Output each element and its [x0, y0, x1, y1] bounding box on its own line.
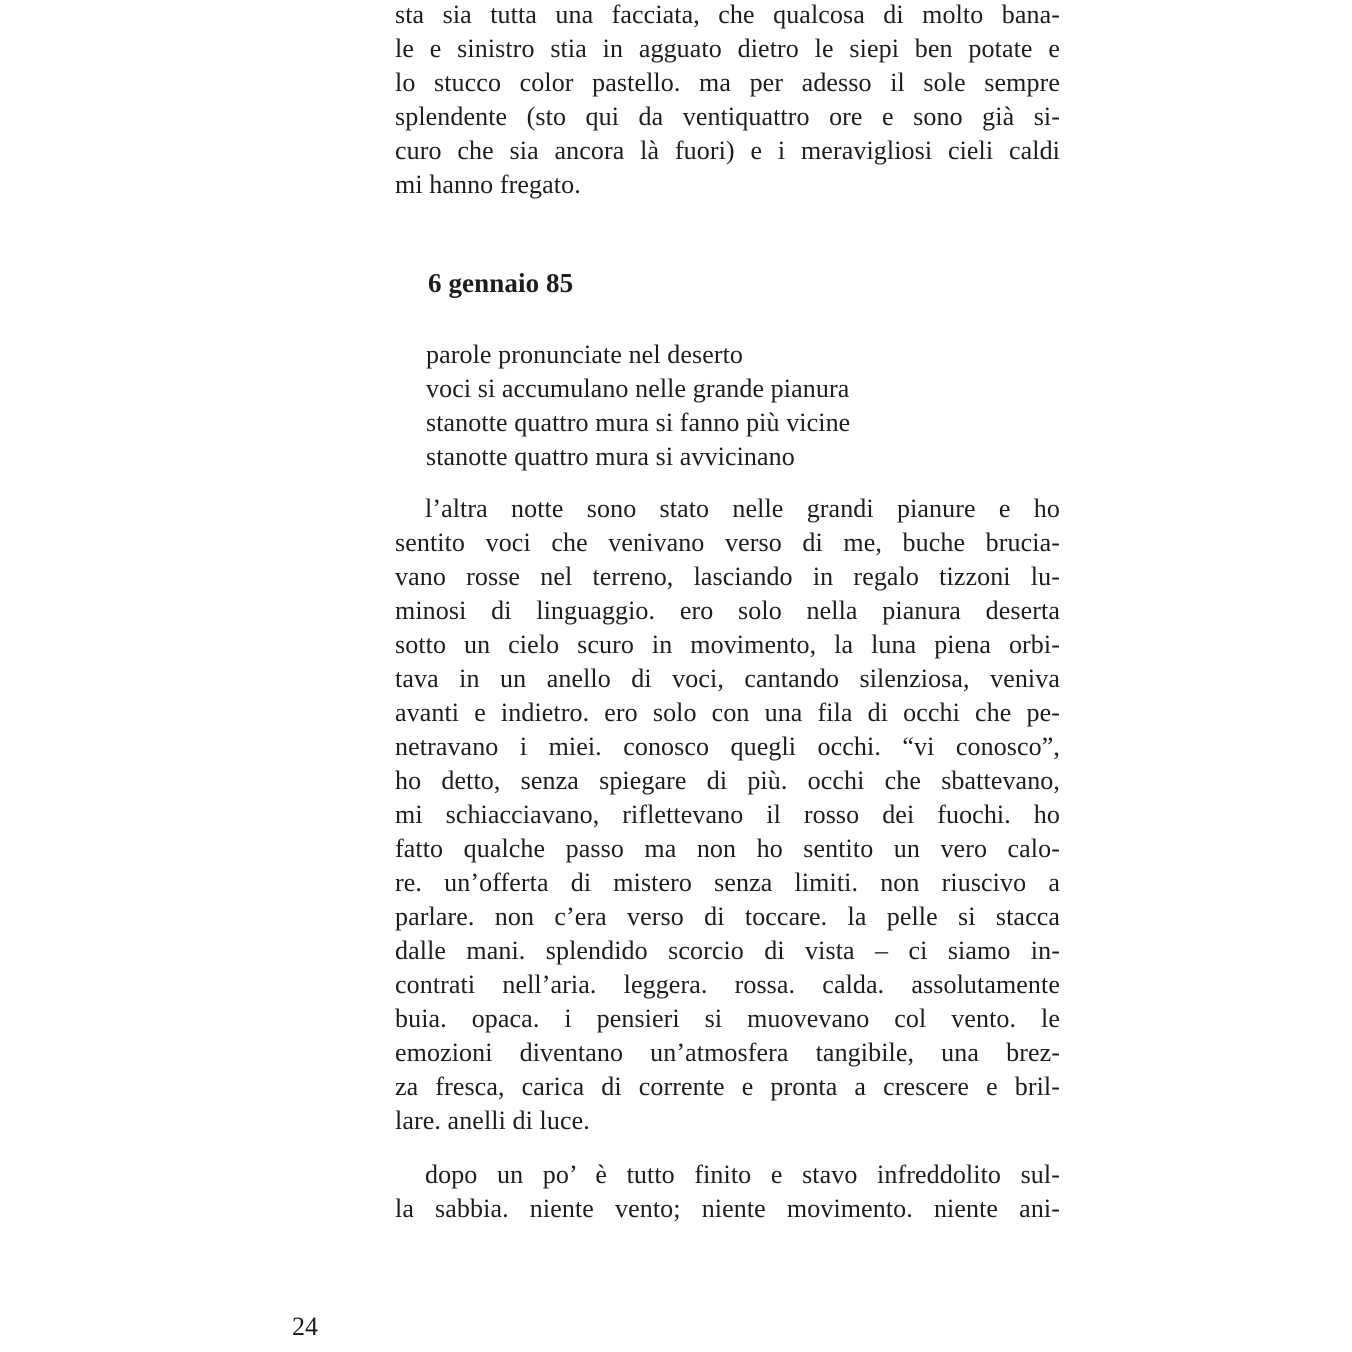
- page-number: 24: [292, 1312, 318, 1341]
- text-line: za fresca, carica di corrente e pronta a crescere e bril-: [395, 1072, 1060, 1101]
- text-line: tava in un anello di voci, cantando silenziosa, veniva: [395, 664, 1060, 693]
- text-line: minosi di linguaggio. ero solo nella pianura deserta: [395, 596, 1060, 625]
- text-line: dopo un po’ è tutto finito e stavo infreddolito sul-: [425, 1160, 1060, 1189]
- date-heading: 6 gennaio 85: [428, 268, 574, 298]
- text-line: curo che sia ancora là fuori) e i meravigliosi cieli caldi: [395, 136, 1060, 165]
- paragraph: [395, 1158, 1060, 1226]
- text-line: sta sia tutta una facciata, che qualcosa di molto bana-: [395, 0, 1060, 29]
- text-line: fatto qualche passo ma non ho sentito un vero calo-: [395, 834, 1060, 863]
- text-line: le e sinistro stia in agguato dietro le siepi ben potate e: [395, 34, 1060, 63]
- text-line: ho detto, senza spiegare di più. occhi che sbattevano,: [395, 766, 1060, 795]
- text-line: la sabbia. niente vento; niente movimento. niente ani-: [395, 1194, 1060, 1223]
- text-line: sotto un cielo scuro in movimento, la luna piena orbi-: [395, 630, 1060, 659]
- text-line: lo stucco color pastello. ma per adesso il sole sempre: [395, 68, 1060, 97]
- text-line: sentito voci che venivano verso di me, buche brucia-: [395, 528, 1060, 557]
- poem-stanza: [426, 338, 1060, 474]
- text-line: mi schiacciavano, riflettevano il rosso dei fuochi. ho: [395, 800, 1060, 829]
- text-line: buia. opaca. i pensieri si muovevano col vento. le: [395, 1004, 1060, 1033]
- verse-line: stanotte quattro mura si avvicinano: [426, 442, 795, 471]
- text-line: re. un’offerta di mistero senza limiti. non riuscivo a: [395, 868, 1060, 897]
- verse-line: voci si accumulano nelle grande pianura: [426, 374, 850, 403]
- text-line: vano rosse nel terreno, lasciando in regalo tizzoni lu-: [395, 562, 1060, 591]
- text-column: [395, 0, 1060, 1226]
- verse-line: parole pronunciate nel deserto: [426, 340, 744, 369]
- paragraph: [395, 0, 1060, 202]
- text-line: splendente (sto qui da ventiquattro ore e sono già si-: [395, 102, 1060, 131]
- text-line: netravano i miei. conosco quegli occhi. “vi conosco”,: [395, 732, 1060, 761]
- text-line: contrati nell’aria. leggera. rossa. calda. assolutamente: [395, 970, 1060, 999]
- text-line: l’altra notte sono stato nelle grandi pianure e ho: [425, 494, 1060, 523]
- paragraph: [395, 492, 1060, 1138]
- verse-line: stanotte quattro mura si fanno più vicine: [426, 408, 851, 437]
- text-line: parlare. non c’era verso di toccare. la pelle si stacca: [395, 902, 1060, 931]
- text-line: lare. anelli di luce.: [395, 1106, 590, 1135]
- text-line: emozioni diventano un’atmosfera tangibile, una brez-: [395, 1038, 1060, 1067]
- text-line: dalle mani. splendido scorcio di vista – ci siamo in-: [395, 936, 1060, 965]
- text-line: mi hanno fregato.: [395, 170, 581, 199]
- text-line: avanti e indietro. ero solo con una fila di occhi che pe-: [395, 698, 1060, 727]
